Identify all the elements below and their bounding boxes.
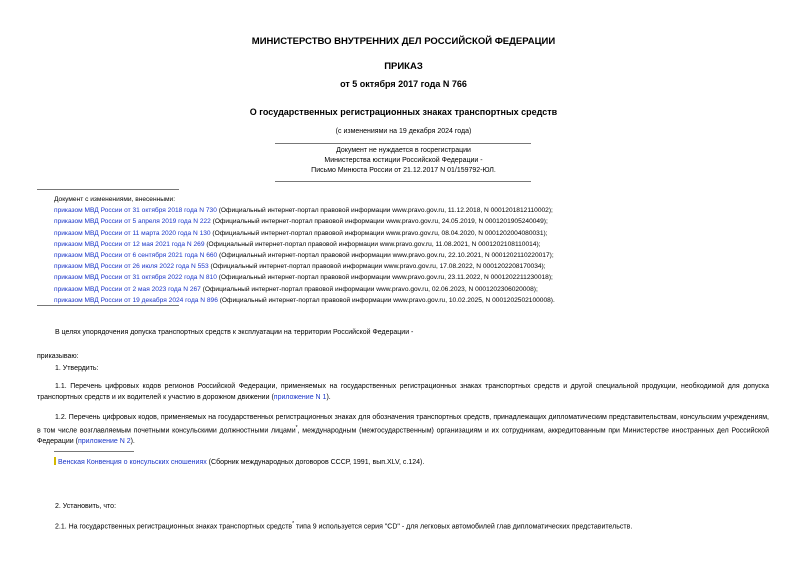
clause-2: 2. Установить, что:	[55, 503, 117, 510]
footnote-divider	[54, 451, 134, 452]
amendment-link[interactable]: приказом МВД России от 19 декабря 2024 года N 896	[54, 296, 218, 304]
amendment-link[interactable]: приказом МВД России от 31 октября 2022 года N 810	[54, 274, 217, 282]
footnote-text: (Сборник международных договоров СССР, 1991, вып.XLV, с.124).	[206, 459, 425, 466]
clause-1: 1. Утвердить:	[55, 365, 99, 372]
clause-2-1	[37, 519, 769, 532]
list-item	[54, 261, 555, 272]
list-item	[54, 228, 555, 239]
footnote-marker-icon	[54, 457, 56, 465]
amendment-details: (Официальный интернет-портал правовой информации www.pravo.gov.ru, 11.08.2021, N 0001202108110014);	[204, 240, 541, 248]
amendment-details: (Официальный интернет-портал правовой информации www.pravo.gov.ru, 24.05.2019, N 0001201905240049);	[210, 218, 548, 226]
clause-text: , международным (межгосударственным) организациям и их сотрудникам, аккредитованным при Министерстве иностранных дел Российской Федерации (	[37, 427, 769, 446]
amendments-list	[54, 194, 555, 306]
registration-line-3: Письмо Минюста России от 21.12.2017 N 01/159792-ЮЛ.	[311, 167, 496, 174]
order-word: приказываю:	[37, 353, 79, 360]
amendment-link[interactable]: приказом МВД России от 2 мая 2023 года N 267	[54, 285, 201, 293]
clause-text: 1.2. Перечень цифровых кодов, применяемых на государственных регистрационных знаках для обозначения транспортных средств, принадлежащих дипломатическим представительствам, консульским учреждениям, в том числе возглавляемым почетными консульскими должностными лицами	[37, 414, 769, 435]
divider	[37, 305, 179, 306]
amendment-details: (Официальный интернет-портал правовой информации www.pravo.gov.ru, 17.08.2022, N 0001202208170034);	[208, 263, 546, 271]
doc-date-number: от 5 октября 2017 года N 766	[340, 79, 467, 89]
clause-1-2	[37, 412, 769, 447]
list-item	[54, 284, 555, 295]
appendix-2-link[interactable]: приложение N 2	[77, 438, 131, 446]
registration-line-1: Документ не нуждается в госрегистрации	[336, 147, 471, 154]
amendment-link[interactable]: приказом МВД России от 11 марта 2020 года N 130	[54, 229, 211, 237]
list-item	[54, 272, 555, 283]
amendment-details: (Официальный интернет-портал правовой информации www.pravo.gov.ru, 22.10.2021, N 0001202110220017);	[217, 252, 554, 260]
amendment-link[interactable]: приказом МВД России от 6 сентября 2021 года N 660	[54, 252, 218, 260]
clause-1-1	[37, 381, 769, 403]
ministry-heading: МИНИСТЕРСТВО ВНУТРЕННИХ ДЕЛ РОССИЙСКОЙ ФЕДЕРАЦИИ	[251, 36, 556, 47]
registration-line-2: Министерства юстиции Российской Федерации -	[324, 157, 483, 164]
divider	[275, 181, 531, 182]
clause-text: 2.1. На государственных регистрационных знаках транспортных средств	[55, 523, 293, 531]
amendment-link[interactable]: приказом МВД России от 26 июля 2022 года N 553	[54, 263, 209, 271]
amendment-link[interactable]: приказом МВД России от 12 мая 2021 года N 269	[54, 240, 205, 248]
footnote-mark: *	[295, 425, 298, 431]
amended-note: (с изменениями на 19 декабря 2024 года)	[335, 128, 472, 135]
divider	[37, 189, 179, 190]
clause-end: ).	[326, 394, 331, 401]
amendment-link[interactable]: приказом МВД России от 5 апреля 2019 года N 222	[54, 218, 211, 226]
list-item	[54, 205, 555, 216]
clause-text: 1.1. Перечень цифровых кодов регионов Российской Федерации, применяемых на государственных регистрационных знаках транспортных средств и другой специальной продукции, необходимой для допуска транспортных средств и их водителей к участию в дорожном движении (	[37, 383, 769, 401]
list-item	[54, 250, 555, 261]
amendment-details: (Официальный интернет-портал правовой информации www.pravo.gov.ru, 11.12.2018, N 0001201812110002);	[216, 207, 553, 215]
appendix-1-link[interactable]: приложение N 1	[273, 394, 327, 401]
doc-type: ПРИКАЗ	[384, 61, 423, 72]
amendments-intro: Документ с изменениями, внесенными:	[54, 196, 176, 203]
divider	[275, 143, 531, 144]
clause-text: типа 9 используется серия "CD" - для легковых автомобилей глав дипломатических представительств.	[294, 523, 633, 531]
footnote	[54, 457, 424, 466]
clause-end: ).	[130, 438, 135, 446]
amendment-link[interactable]: приказом МВД России от 31 октября 2018 года N 730	[54, 207, 217, 215]
doc-title: О государственных регистрационных знаках транспортных средств	[249, 107, 558, 117]
amendment-details: (Официальный интернет-портал правовой информации www.pravo.gov.ru, 02.06.2023, N 0001202306020008);	[200, 285, 538, 293]
list-item	[54, 239, 555, 250]
amendment-details: (Официальный интернет-портал правовой информации www.pravo.gov.ru, 08.04.2020, N 0001202004080031);	[210, 229, 548, 237]
amendment-details: (Официальный интернет-портал правовой информации www.pravo.gov.ru, 23.11.2022, N 0001202211230018);	[216, 274, 553, 282]
list-item	[54, 216, 555, 227]
amendment-details: (Официальный интернет-портал правовой информации www.pravo.gov.ru, 10.02.2025, N 0001202502100008).	[217, 296, 555, 304]
vienna-convention-link[interactable]: Венская Конвенция о консульских сношениях	[58, 459, 207, 466]
preamble: В целях упорядочения допуска транспортных средств к эксплуатации на территории Российской Федерации -	[55, 329, 414, 336]
footnote-mark: *	[292, 521, 295, 527]
